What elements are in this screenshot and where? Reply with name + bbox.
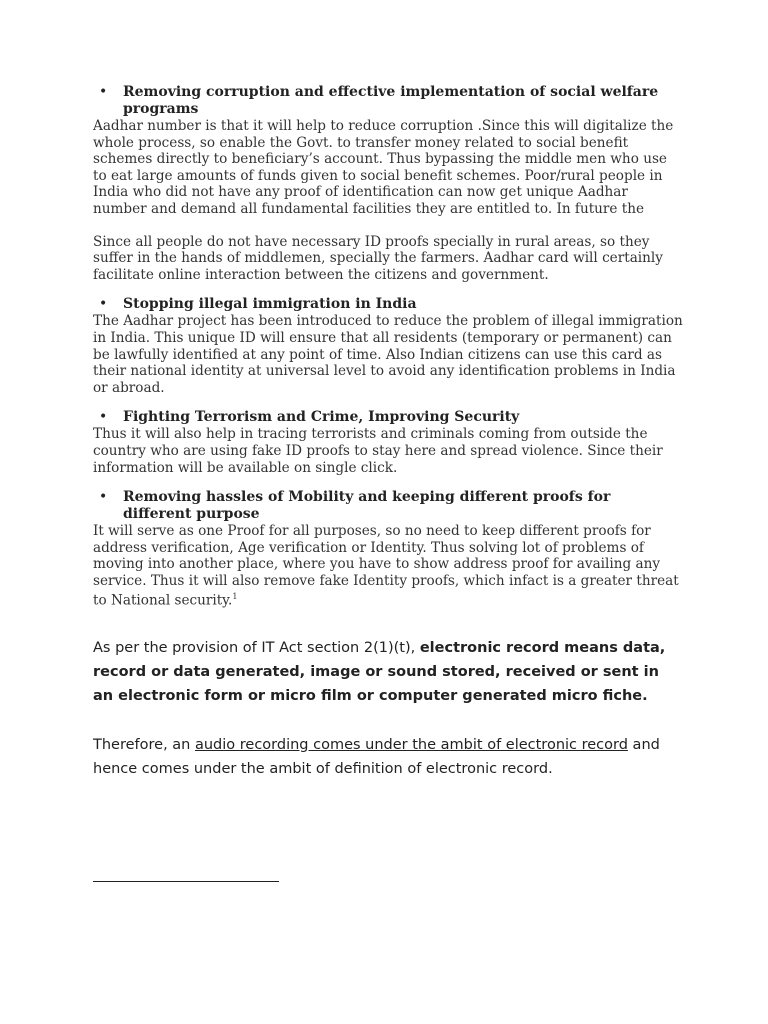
paragraph: Since all people do not have necessary ID proofs specially in rural areas, so they suffer in the hands of middlemen, specially the farmers. Aadhar card will certainly facilitate online interaction between the citizens and government. xyxy=(93,233,663,283)
section-immigration xyxy=(93,296,683,396)
therefore-post: and hence comes under the ambit of definition of electronic record. xyxy=(93,736,660,777)
section-heading xyxy=(93,409,683,426)
footnote-separator xyxy=(93,881,279,882)
heading-text: Removing corruption and effective implementation of social welfare programs xyxy=(123,84,659,117)
footnote-marker[interactable]: 1 xyxy=(232,592,238,602)
document-page xyxy=(93,84,683,795)
underlined-phrase: audio recording comes under the ambit of electronic record xyxy=(194,736,628,753)
bullet-icon: • xyxy=(99,296,108,313)
therefore-pre: Therefore, an xyxy=(93,736,195,753)
it-act-paragraph xyxy=(93,636,683,708)
heading-text: Fighting Terrorism and Crime, Improving Security xyxy=(123,409,520,426)
therefore-paragraph xyxy=(93,733,683,781)
section-heading xyxy=(93,296,683,313)
paragraph xyxy=(93,523,683,610)
bullet-icon: • xyxy=(99,84,108,100)
paragraph: Aadhar number is that it will help to reduce corruption .Since this will digitalize the whole process, so enable the Govt. to transfer money related to social benefit schemes directly to beneficiary’s account. Thus bypassing the middle men who use to eat large amounts of funds given to social benefit schemes. Poor/rural people in India who did not have any proof of identification can now get unique Aadhar number and demand all fundamental facilities they are entitled to. In future the xyxy=(93,118,674,217)
bullet-icon: • xyxy=(99,489,108,506)
heading-text: Stopping illegal immigration in India xyxy=(123,296,417,313)
bullet-icon: • xyxy=(99,409,108,426)
section-mobility xyxy=(93,489,683,610)
paragraph: Thus it will also help in tracing terrorists and criminals coming from outside the country who are using fake ID proofs to stay here and spread violence. Since their information will be available on single click. xyxy=(93,426,663,476)
section-terrorism xyxy=(93,409,683,476)
section-heading xyxy=(93,84,683,118)
section-corruption xyxy=(93,84,683,283)
it-act-definition: electronic record means data, record or data generated, image or sound stored, received or sent in an electronic form or micro film or computer generated micro fiche. xyxy=(93,639,666,704)
paragraph: The Aadhar project has been introduced to reduce the problem of illegal immigration in India. This unique ID will ensure that all residents (temporary or permanent) can be lawfully identified at any point of time. Also Indian citizens can use this card as their national identity at universal level to avoid any identification problems in India or abroad. xyxy=(93,313,683,396)
paragraph-text: It will serve as one Proof for all purposes, so no need to keep different proofs for address verification, Age verification or Identity. Thus solving lot of problems of moving into another place, where you have to show address proof for availing any service. Thus it will also remove fake Identity proofs, which infact is a greater threat to National security. xyxy=(93,523,679,609)
it-act-intro: As per the provision of IT Act section 2(1)(t), xyxy=(93,639,420,656)
section-heading xyxy=(93,489,683,523)
heading-text: Removing hassles of Mobility and keeping different proofs for different purpose xyxy=(123,489,611,523)
